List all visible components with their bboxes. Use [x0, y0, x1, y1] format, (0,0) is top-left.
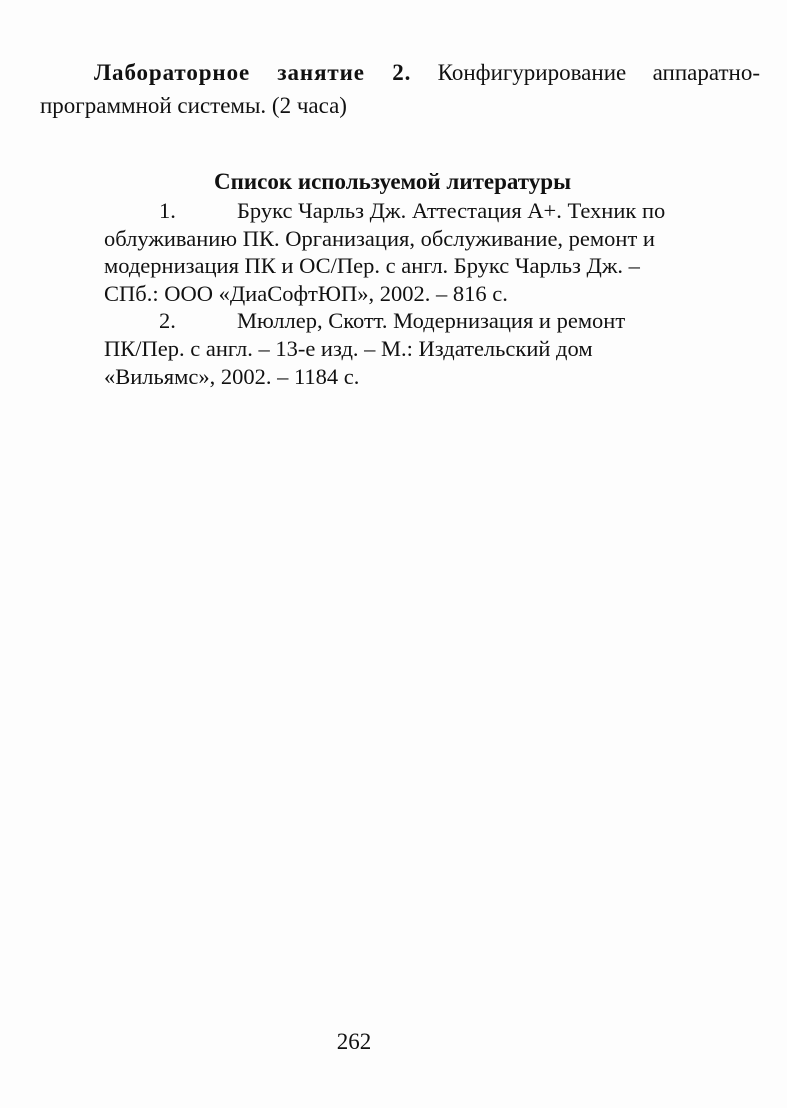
bibliography-item: [104, 307, 704, 390]
reference-text-line: модернизация ПК и ОС/Пер. с англ. Брукс Чарльз Дж. –: [104, 253, 640, 279]
bibliography-item: [104, 197, 704, 307]
lab-session-text: Конфигурирование аппаратно-программной системы. (2 часа): [40, 60, 760, 118]
reference-text-line: «Вильямс», 2002. – 1184 с.: [104, 363, 360, 389]
reference-number: 1.: [159, 198, 176, 223]
reference-text-line: ПК/Пер. с англ. – 13-е изд. – М.: Издательский дом: [104, 335, 593, 361]
reference-first-line: [104, 197, 704, 225]
reference-text-line: облуживанию ПК. Организация, обслуживание, ремонт и: [104, 225, 655, 251]
bibliography-heading: Список используемой литературы: [214, 169, 572, 194]
reference-text-line: Мюллер, Скотт. Модернизация и ремонт: [237, 308, 626, 334]
reference-text-line: СПб.: ООО «ДиаСофтЮП», 2002. – 816 с.: [104, 280, 508, 306]
reference-text-line: Брукс Чарльз Дж. Аттестация А+. Техник по: [237, 198, 666, 223]
lab-session-title: Лабораторное занятие 2.: [94, 60, 412, 85]
reference-number: 2.: [159, 308, 176, 334]
lab-session-paragraph: [40, 56, 760, 122]
reference-first-line: [104, 307, 704, 335]
page-number: 262: [336, 1029, 372, 1054]
bibliography-list: [104, 197, 704, 390]
